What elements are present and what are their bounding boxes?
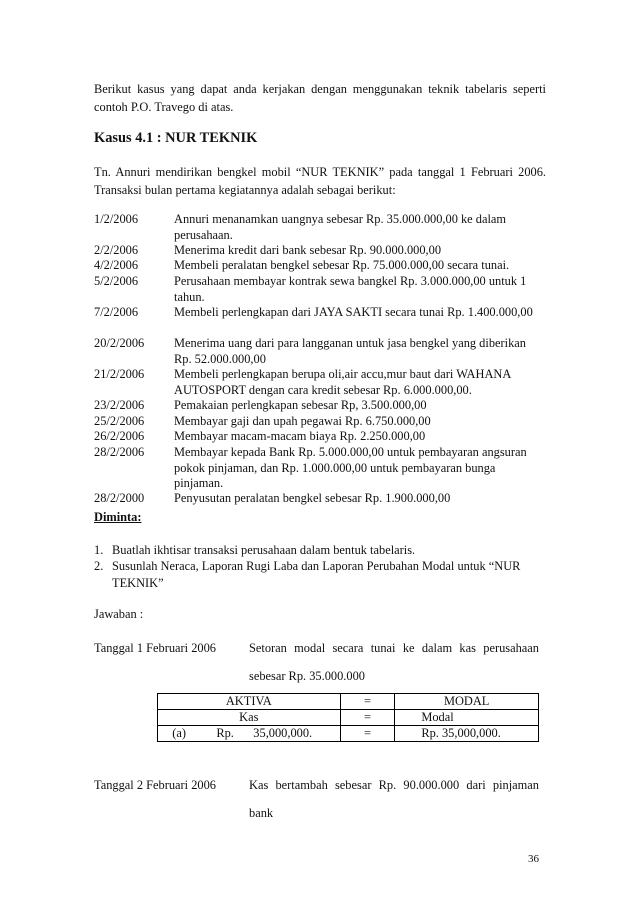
cell-equals: = xyxy=(340,726,395,742)
request-text: Susunlah Neraca, Laporan Rugi Laba dan Laporan Perubahan Modal untuk “NUR TEKNIK” xyxy=(112,559,521,590)
cell-equals: = xyxy=(340,710,395,726)
transaction-date: 1/2/2006 xyxy=(94,212,139,226)
transaction-text: Membayar kepada Bank Rp. 5.000.000,00 untuk pembayaran angsuran pokok pinjaman, dan Rp. 1.000.000,00 untuk pembayaran bunga pinjaman. xyxy=(174,445,527,491)
transaction-text: Membeli perlengkapan dari JAYA SAKTI secara tunai Rp. 1.400.000,00 xyxy=(174,305,533,319)
transaction-date: 7/2/2006 xyxy=(94,305,139,319)
transaction-date: 5/2/2006 xyxy=(94,274,139,288)
case-intro-paragraph: Tn. Annuri mendirikan bengkel mobil “NUR TEKNIK” pada tanggal 1 Februari 2006. Transaksi bulan pertama kegiatannya adalah sebagai berikut: xyxy=(94,165,546,197)
cell-amount: 35,000,000. xyxy=(235,726,340,742)
entry-date: Tanggal 1 Februari 2006 xyxy=(94,641,216,655)
case-title: Kasus 4.1 : NUR TEKNIK xyxy=(94,130,258,146)
transaction-text: Membeli perlengkapan berupa oli,air accu,mur baut dari WAHANA AUTOSPORT dengan cara kredit sebesar Rp. 6.000.000,00. xyxy=(174,367,511,397)
transaction-date: 20/2/2006 xyxy=(94,336,145,350)
transaction-date: 28/2/2006 xyxy=(94,445,145,459)
header-equals: = xyxy=(340,694,395,710)
transaction-text: Perusahaan membayar kontrak sewa bangkel Rp. 3.000.000,00 untuk 1 tahun. xyxy=(174,274,527,304)
cell-modal-amount: Rp. 35,000,000. xyxy=(395,726,539,742)
page-number: 36 xyxy=(528,853,539,865)
header-modal: MODAL xyxy=(395,694,539,710)
cell-modal: Modal xyxy=(395,710,539,726)
transaction-text: Membayar macam-macam biaya Rp. 2.250.000,00 xyxy=(174,429,426,443)
transaction-date: 26/2/2006 xyxy=(94,429,145,443)
entry-date: Tanggal 2 Februari 2006 xyxy=(94,778,216,792)
transaction-text: Menerima kredit dari bank sebesar Rp. 90.000.000,00 xyxy=(174,243,442,257)
transaction-text: Membeli peralatan bengkel sebesar Rp. 75.000.000,00 secara tunai. xyxy=(174,258,510,272)
tabular-summary-table xyxy=(157,693,539,742)
transaction-text: Penyusutan peralatan bengkel sebesar Rp. 1.900.000,00 xyxy=(174,491,451,505)
table-header-row xyxy=(158,694,539,710)
entry-text: Kas bertambah sebesar Rp. 90.000.000 dari pinjaman bank xyxy=(249,778,539,820)
transaction-text: Membayar gaji dan upah pegawai Rp. 6.750.000,00 xyxy=(174,414,431,428)
transaction-date: 23/2/2006 xyxy=(94,398,145,412)
table-row xyxy=(158,726,539,742)
entry-text: Setoran modal secara tunai ke dalam kas perusahaan sebesar Rp. 35.000.000 xyxy=(249,641,539,683)
transaction-date: 4/2/2006 xyxy=(94,258,139,272)
transaction-text: Annuri menanamkan uangnya sebesar Rp. 35.000.000,00 ke dalam perusahaan. xyxy=(174,212,507,242)
header-aktiva: AKTIVA xyxy=(158,694,341,710)
request-text: Buatlah ikhtisar transaksi perusahaan dalam bentuk tabelaris. xyxy=(112,543,416,557)
answer-label: Jawaban : xyxy=(94,607,144,621)
transaction-date: 28/2/2000 xyxy=(94,491,145,505)
transaction-date: 25/2/2006 xyxy=(94,414,145,428)
transaction-date: 2/2/2006 xyxy=(94,243,139,257)
transaction-text: Pemakaian perlengkapan sebesar Rp, 3.500.000,00 xyxy=(174,398,427,412)
table-row xyxy=(158,710,539,726)
intro-paragraph: Berikut kasus yang dapat anda kerjakan dengan menggunakan teknik tabelaris seperti contoh P.O. Travego di atas. xyxy=(94,82,546,114)
requested-heading: Diminta: xyxy=(94,510,142,524)
transaction-text: Menerima uang dari para langganan untuk jasa bengkel yang diberikan Rp. 52.000.000,00 xyxy=(174,336,526,366)
request-number: 2. xyxy=(94,559,104,573)
transaction-date: 21/2/2006 xyxy=(94,367,145,381)
cell-kas: Kas xyxy=(158,710,341,726)
cell-rp: Rp. xyxy=(200,726,235,742)
cell-label: (a) xyxy=(158,726,201,742)
request-number: 1. xyxy=(94,543,104,557)
